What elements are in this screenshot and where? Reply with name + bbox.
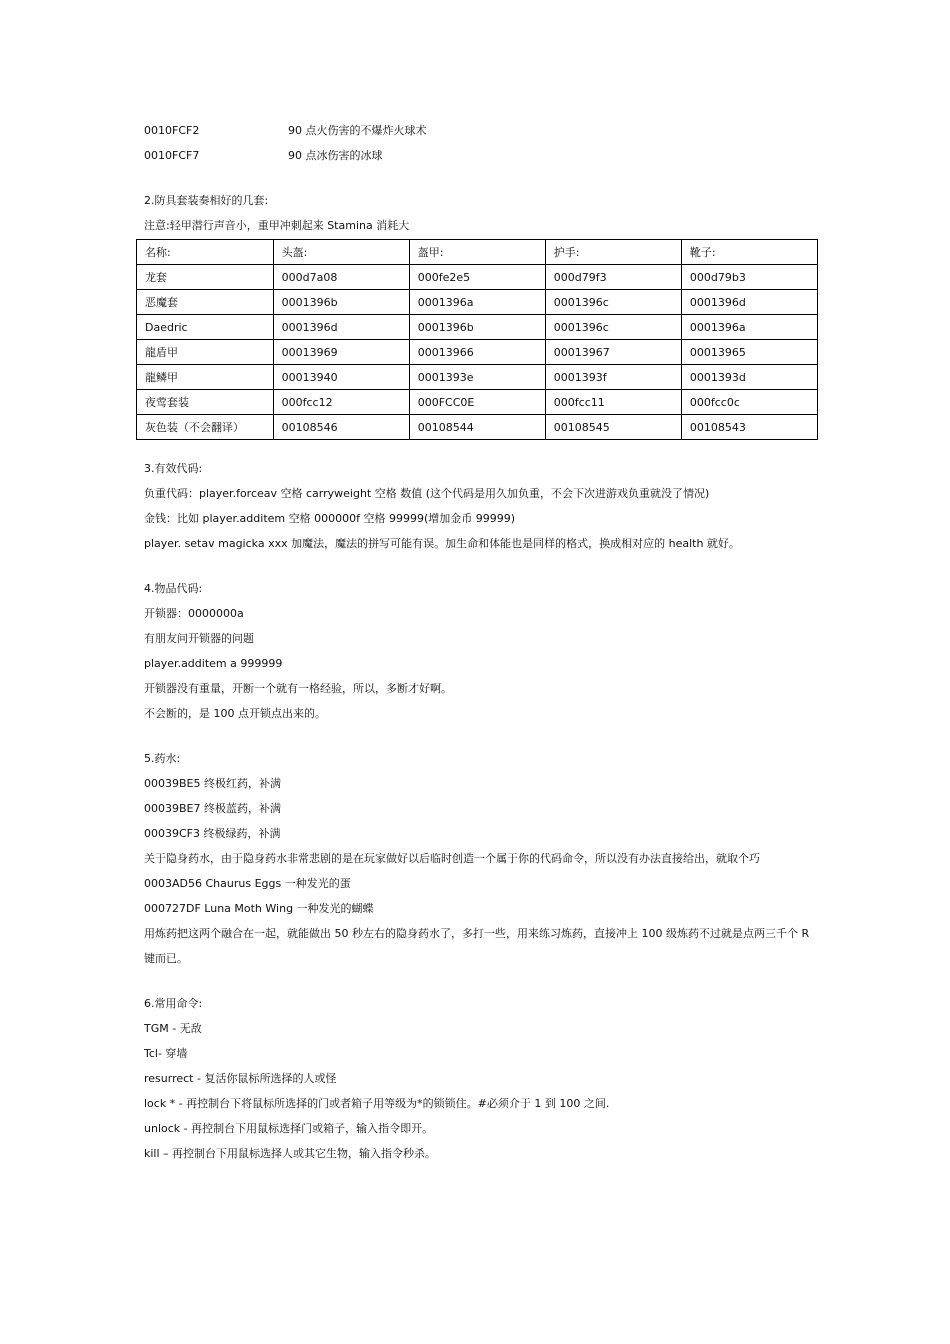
effective-code-line: 金钱：比如 player.additem 空格 000000f 空格 99999(增加金币 99999) xyxy=(144,512,516,525)
table-header-cell: 盔甲: xyxy=(409,240,545,265)
table-header-cell: 头盔: xyxy=(273,240,409,265)
table-cell: 000d7a08 xyxy=(273,265,409,290)
table-cell: 0001396b xyxy=(273,290,409,315)
effective-codes-title: 3.有效代码: xyxy=(144,462,203,475)
table-row xyxy=(137,390,818,415)
effective-code-line: 负重代码：player.forceav 空格 carryweight 空格 数值 (这个代码是用久加负重，不会下次进游戏负重就没了情况) xyxy=(144,487,710,500)
table-cell: 000FCC0E xyxy=(409,390,545,415)
spell-row xyxy=(144,143,818,168)
table-cell: 000fcc12 xyxy=(273,390,409,415)
potion-paragraph: 用炼药把这两个融合在一起，就能做出 50 秒左右的隐身药水了，多打一些，用来练习炼药，直接冲上 100 级炼药不过就是点两三千个 R 键而已。 xyxy=(144,927,810,965)
command-line: lock * - 再控制台下将鼠标所选择的门或者箱子用等级为*的锁锁住。#必须介于 1 到 100 之间. xyxy=(144,1097,610,1110)
table-cell: 00013967 xyxy=(545,340,681,365)
table-cell: 0001396d xyxy=(681,290,817,315)
table-cell: 00013940 xyxy=(273,365,409,390)
table-cell: 00108545 xyxy=(545,415,681,440)
table-row xyxy=(137,315,818,340)
spell-desc: 90 点火伤害的不爆炸火球术 xyxy=(288,124,427,137)
commands-title: 6.常用命令: xyxy=(144,997,203,1010)
potions-title: 5.药水: xyxy=(144,752,181,765)
potion-paragraph: 关于隐身药水，由于隐身药水非常悲剧的是在玩家做好以后临时创造一个属于你的代码命令，所以没有办法直接给出，就取个巧 xyxy=(144,852,760,865)
command-line: resurrect - 复活你鼠标所选择的人或怪 xyxy=(144,1072,337,1085)
table-cell: 龙套 xyxy=(137,265,274,290)
table-header-row xyxy=(137,240,818,265)
table-row xyxy=(137,265,818,290)
command-line: kill – 再控制台下用鼠标选择人或其它生物，输入指令秒杀。 xyxy=(144,1147,437,1160)
potion-line: 000727DF Luna Moth Wing 一种发光的蝴蝶 xyxy=(144,902,374,915)
spell-row xyxy=(144,118,818,143)
table-cell: 0001396c xyxy=(545,315,681,340)
table-cell: 0001396a xyxy=(681,315,817,340)
table-cell: 00013969 xyxy=(273,340,409,365)
item-code-line: 有朋友问开锁器的问题 xyxy=(144,632,254,645)
table-cell: 0001396d xyxy=(273,315,409,340)
table-row xyxy=(137,340,818,365)
table-row xyxy=(137,365,818,390)
item-code-line: 不会断的，是 100 点开锁点出来的。 xyxy=(144,707,326,720)
table-cell: 00013965 xyxy=(681,340,817,365)
table-cell: 000fe2e5 xyxy=(409,265,545,290)
spell-code: 0010FCF2 xyxy=(144,124,200,137)
table-cell: 0001393e xyxy=(409,365,545,390)
armor-section-note: 注意:轻甲潜行声音小，重甲冲刺起来 Stamina 消耗大 xyxy=(144,219,410,232)
armor-section-title: 2.防具套装奏相好的几套: xyxy=(144,194,269,207)
spell-desc: 90 点冰伤害的冰球 xyxy=(288,149,383,162)
table-cell: 0001393f xyxy=(545,365,681,390)
table-cell: 0001396c xyxy=(545,290,681,315)
item-code-line: player.additem a 999999 xyxy=(144,657,283,670)
table-row xyxy=(137,290,818,315)
command-line: TGM - 无敌 xyxy=(144,1022,202,1035)
table-cell: 恶魔套 xyxy=(137,290,274,315)
table-cell: 000fcc11 xyxy=(545,390,681,415)
potion-line: 00039BE5 终极红药，补满 xyxy=(144,777,281,790)
table-header-cell: 靴子: xyxy=(681,240,817,265)
table-cell: 龍鳞甲 xyxy=(137,365,274,390)
potion-line: 00039CF3 终极绿药，补满 xyxy=(144,827,281,840)
table-cell: 00108544 xyxy=(409,415,545,440)
table-cell: 000d79b3 xyxy=(681,265,817,290)
table-cell: 00108543 xyxy=(681,415,817,440)
command-line: unlock - 再控制台下用鼠标选择门或箱子，输入指令即开。 xyxy=(144,1122,434,1135)
command-line: Tcl- 穿墙 xyxy=(144,1047,188,1060)
document-page xyxy=(144,118,818,1166)
table-cell: Daedric xyxy=(137,315,274,340)
table-cell: 夜莺套装 xyxy=(137,390,274,415)
table-cell: 000d79f3 xyxy=(545,265,681,290)
item-codes-title: 4.物品代码: xyxy=(144,582,203,595)
table-row xyxy=(137,415,818,440)
potion-line: 00039BE7 终极蓝药，补满 xyxy=(144,802,281,815)
table-cell: 00013966 xyxy=(409,340,545,365)
item-code-line: 开锁器没有重量，开断一个就有一格经验，所以，多断才好啊。 xyxy=(144,682,452,695)
table-cell: 龍盾甲 xyxy=(137,340,274,365)
table-cell: 灰色装（不会翻译） xyxy=(137,415,274,440)
spell-code: 0010FCF7 xyxy=(144,149,200,162)
table-cell: 0001393d xyxy=(681,365,817,390)
table-cell: 00108546 xyxy=(273,415,409,440)
armor-table xyxy=(136,239,818,440)
table-cell: 0001396b xyxy=(409,315,545,340)
table-header-cell: 名称: xyxy=(137,240,274,265)
table-header-cell: 护手: xyxy=(545,240,681,265)
effective-code-line: player. setav magicka xxx 加魔法，魔法的拼写可能有误。加生命和体能也是同样的格式，换成相对应的 health 就好。 xyxy=(144,537,740,550)
potion-line: 0003AD56 Chaurus Eggs 一种发光的蛋 xyxy=(144,877,351,890)
table-cell: 000fcc0c xyxy=(681,390,817,415)
item-code-line: 开锁器：0000000a xyxy=(144,607,244,620)
table-cell: 0001396a xyxy=(409,290,545,315)
